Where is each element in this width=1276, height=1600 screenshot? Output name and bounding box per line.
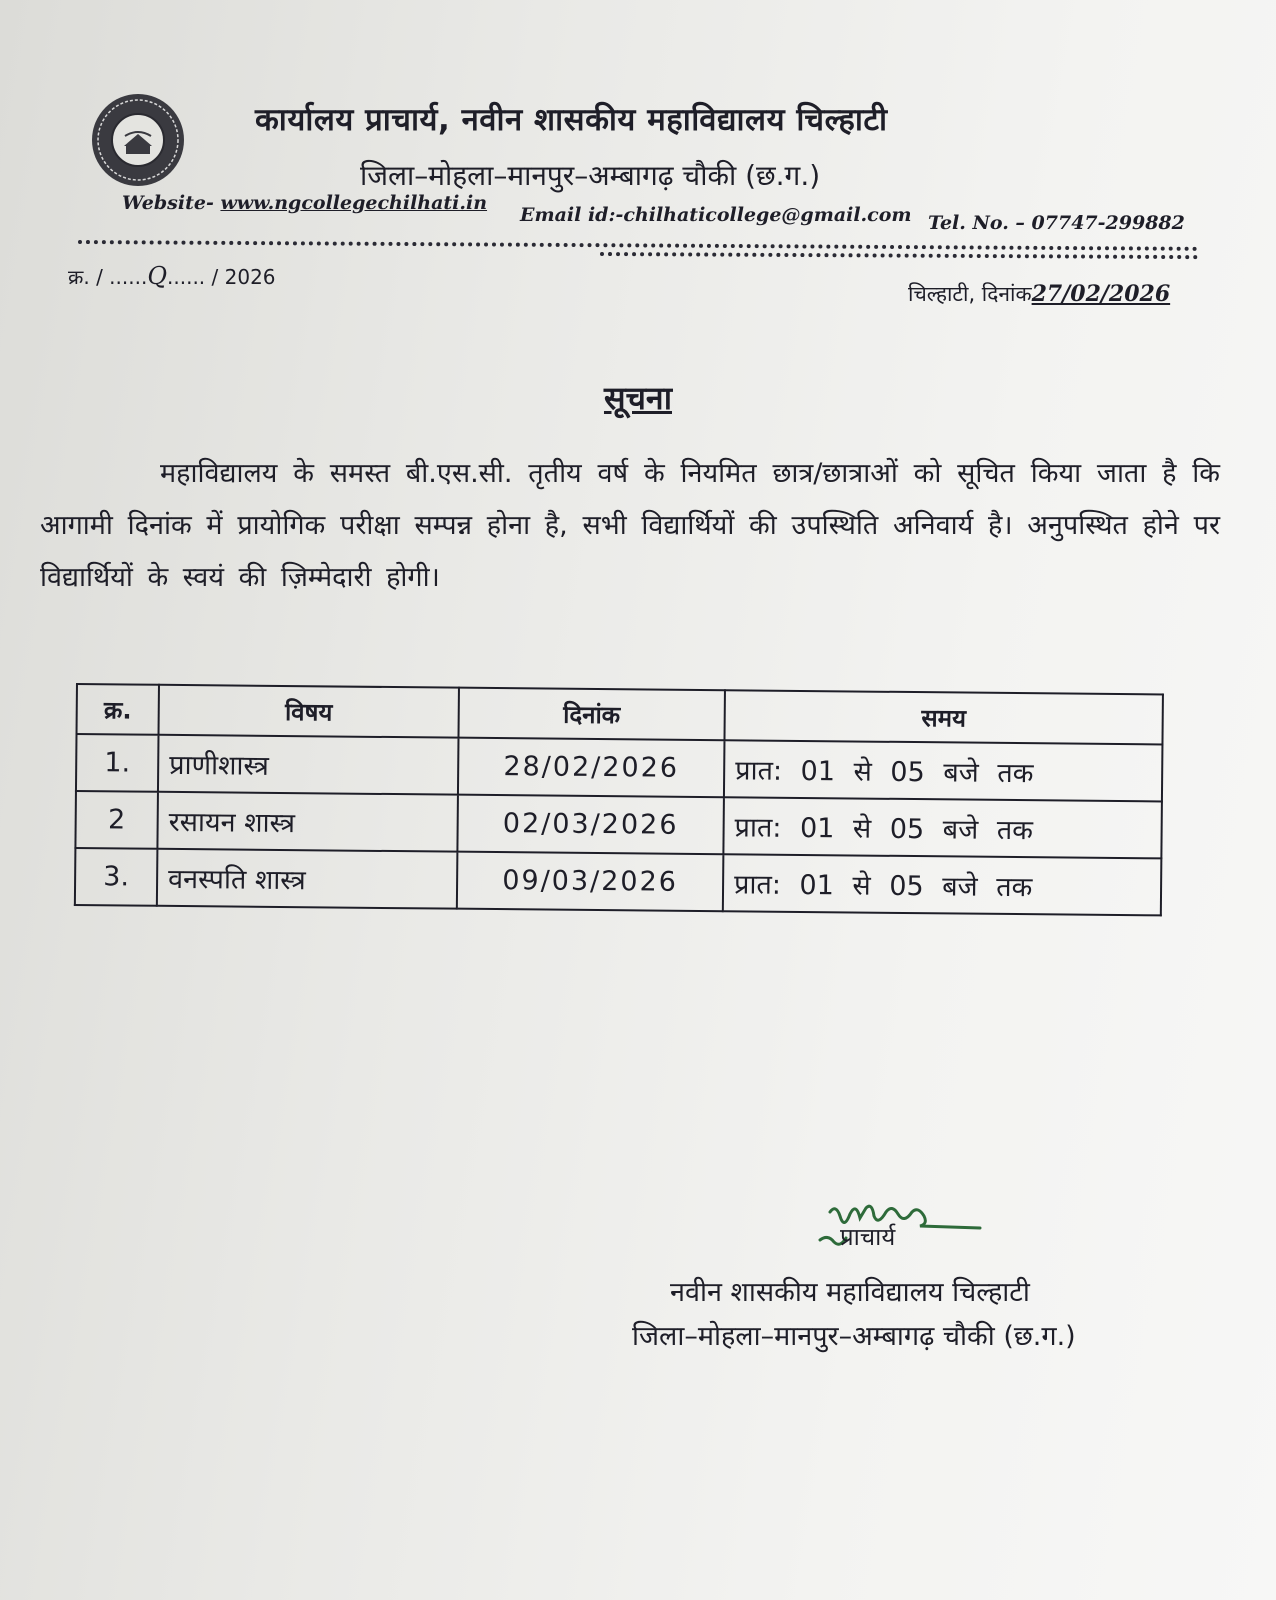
table-row [76, 734, 1162, 801]
email-line: Email id:-chilhaticollege@gmail.com [520, 204, 912, 226]
row-subject: रसायन शास्त्र [157, 792, 458, 852]
college-seal-logo [80, 90, 200, 190]
notice-heading [0, 376, 1276, 419]
issue-date: 27/02/2026 [1031, 281, 1171, 307]
header-time: समय [724, 690, 1162, 744]
row-serial: 1. [76, 734, 159, 792]
header-divider [78, 240, 1198, 251]
reference-prefix: क्र. / ...... [68, 265, 148, 289]
reference-suffix: ...... / 2026 [167, 265, 276, 289]
website-link[interactable]: www.ngcollegechilhati.in [220, 192, 488, 214]
header-divider-second [600, 252, 1198, 259]
signature-college-name: नवीन शासकीय महाविद्यालय चिल्हाटी [670, 1277, 1030, 1308]
website-label: Website- [122, 192, 221, 214]
row-serial: 3. [75, 848, 158, 906]
table-row [75, 848, 1161, 915]
website-line [122, 192, 487, 214]
row-subject: प्राणीशास्त्र [158, 735, 459, 795]
office-title: कार्यालय प्राचार्य, नवीन शासकीय महाविद्यालय चिल्हाटी [255, 102, 888, 138]
telephone-line: Tel. No. – 07747-299882 [928, 212, 1185, 234]
reference-number [68, 262, 276, 290]
practical-exam-schedule-table [74, 683, 1164, 916]
header-serial: क्र. [77, 684, 159, 735]
notice-body: महाविद्यालय के समस्त बी.एस.सी. तृतीय वर्ष के नियमित छात्र/छात्राओं को सूचित किया जाता है कि आगामी दिनांक में प्रायोगिक परीक्षा सम्पन्न होना है, सभी विद्यार्थियों की उपस्थिति अनिवार्य है। अनुपस्थित होने पर विद्यार्थियों के स्वयं की ज़िम्मेदारी होगी। [40, 458, 1220, 593]
reference-handwritten-number: Q [147, 262, 168, 290]
header-subject: विषय [159, 685, 459, 738]
header-date: दिनांक [458, 688, 724, 741]
row-date: 02/03/2026 [457, 795, 724, 855]
row-time: प्रात: 01 से 05 बजे तक [723, 854, 1162, 915]
principal-signature [800, 1200, 1000, 1260]
row-time: प्रात: 01 से 05 बजे तक [724, 740, 1163, 801]
signature-college-address: जिला–मोहला–मानपुर–अम्बागढ़ चौकी (छ.ग.) [632, 1321, 1076, 1352]
principal-title: प्राचार्य [840, 1223, 896, 1251]
notice-heading-text: सूचना [603, 379, 672, 417]
table-row [75, 791, 1161, 858]
place-date [908, 280, 1170, 308]
row-time: प्रात: 01 से 05 बजे तक [723, 797, 1162, 858]
row-subject: वनस्पति शास्त्र [157, 849, 458, 909]
place-date-label: चिल्हाटी, दिनांक [908, 282, 1032, 306]
office-address: जिला–मोहला–मानपुर–अम्बागढ़ चौकी (छ.ग.) [360, 159, 821, 192]
row-serial: 2 [75, 791, 158, 849]
row-date: 09/03/2026 [457, 852, 724, 912]
row-date: 28/02/2026 [458, 738, 725, 798]
